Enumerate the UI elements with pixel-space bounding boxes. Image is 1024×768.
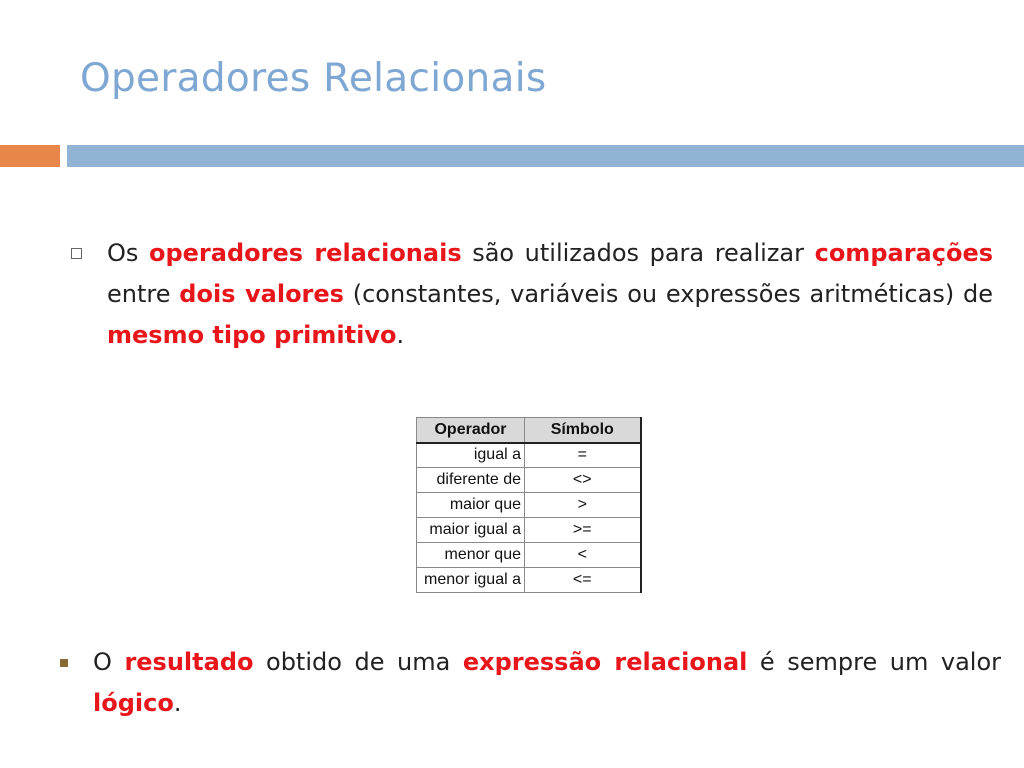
paragraph-result [93,642,1001,724]
operators-table [416,417,642,593]
text-segment: é sempre um valor [747,648,1001,676]
text-segment: . [173,689,182,717]
paragraph-operators-definition [107,233,993,356]
table-row [417,518,641,543]
operator-cell: igual a [417,443,525,468]
highlight-operadores-relacionais: operadores relacionais [148,239,462,267]
symbol-cell: = [525,443,641,468]
header-symbol: Símbolo [525,418,641,443]
table-header-row [417,418,641,443]
table-row [417,543,641,568]
table-row [417,443,641,468]
symbol-cell: <= [525,568,641,593]
operator-cell: maior que [417,493,525,518]
table-row [417,568,641,593]
highlight-comparacoes: comparações [814,239,993,267]
operator-cell: menor igual a [417,568,525,593]
text-segment: Os [107,239,149,267]
accent-bar-blue [67,145,1024,167]
operator-cell: diferente de [417,468,525,493]
text-segment: entre [107,280,180,308]
text-segment: . [396,321,405,349]
symbol-cell: < [525,543,641,568]
accent-bar-orange [0,145,60,167]
highlight-dois-valores: dois valores [179,280,344,308]
symbol-cell: >= [525,518,641,543]
bullet-square-outline-icon [71,248,82,259]
header-operator: Operador [417,418,525,443]
text-segment: (constantes, variáveis ou expressões aritméticas) de [343,280,993,308]
text-segment: O [93,648,125,676]
highlight-logico: lógico [93,689,174,717]
highlight-resultado: resultado [124,648,254,676]
text-segment: obtido de uma [253,648,463,676]
highlight-mesmo-tipo-primitivo: mesmo tipo primitivo [107,321,397,349]
table-row [417,493,641,518]
symbol-cell: <> [525,468,641,493]
text-segment: são utilizados para realizar [461,239,815,267]
operator-cell: menor que [417,543,525,568]
table-row [417,468,641,493]
symbol-cell: > [525,493,641,518]
slide-title: Operadores Relacionais [80,56,547,101]
operator-cell: maior igual a [417,518,525,543]
bullet-square-filled-icon [60,659,68,667]
highlight-expressao-relacional: expressão relacional [462,648,748,676]
